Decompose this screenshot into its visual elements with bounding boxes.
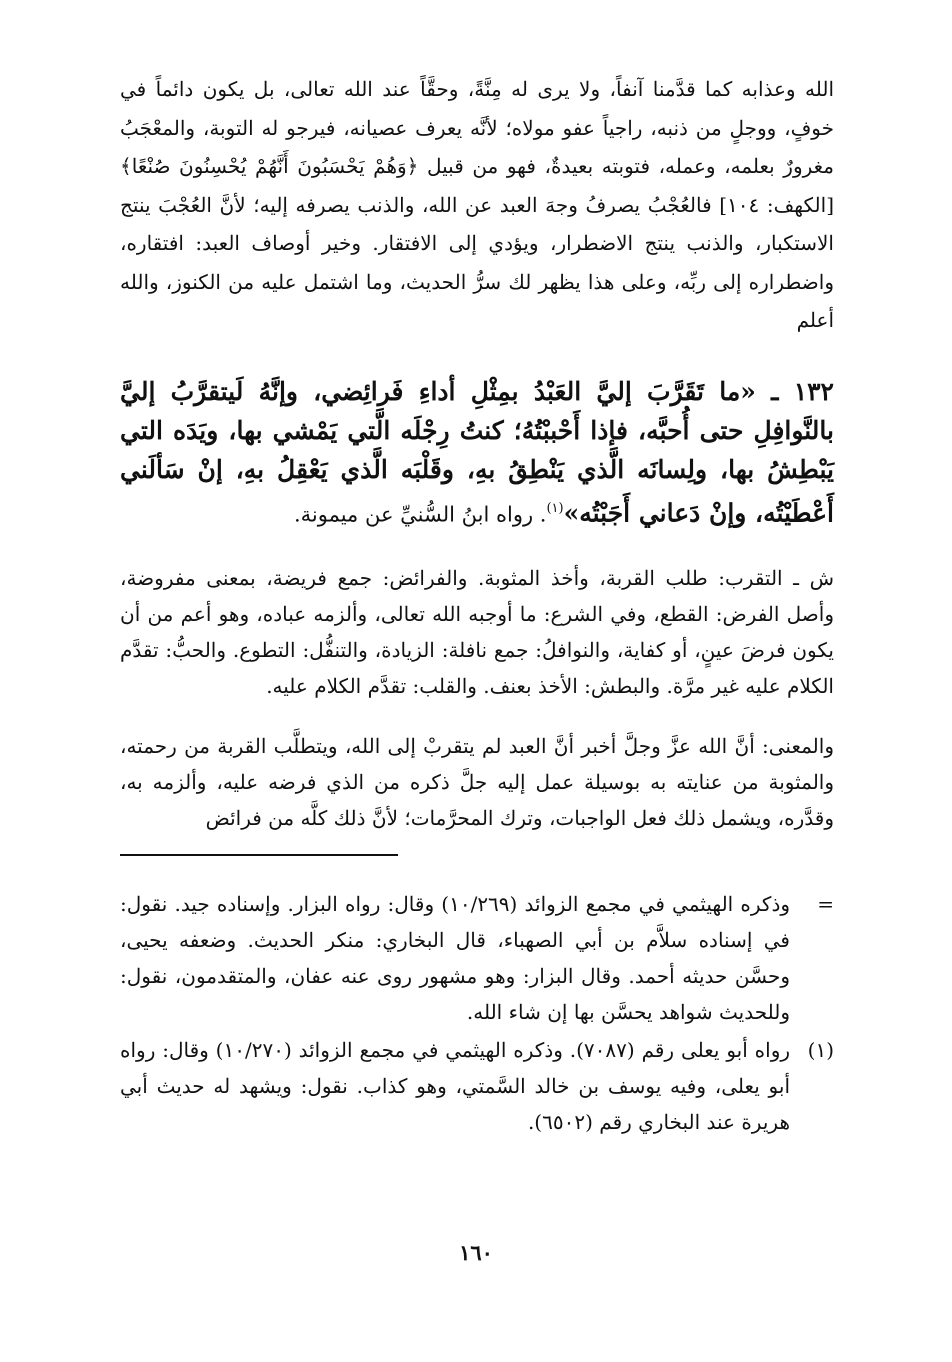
footnote-mark: = bbox=[817, 891, 834, 916]
page-number: ١٦٠ bbox=[459, 1240, 493, 1265]
hadith-source: . رواه ابنُ السُّنيِّ عن ميمونة. bbox=[293, 501, 547, 526]
commentary-paragraph: ش ـ التقرب: طلب القربة، وأخذ المثوبة. والفرائض: جمع فريضة، بمعنى مفروضة، وأصل الفرض: القطع، وفي الشرع: ما أوجبه الله تعالى، وألزمه عباده، وهو أعم من أن يكون فرضَ عينٍ، أو كفاية، والنوافلُ: جمع نافلة: الزيادة، والتنفُّل: التطوع. والحبُّ: تقدَّم الكلام عليه غير مرَّة. والبطش: الأخذ بعنف. والقلب: تقدَّم الكلام عليه. bbox=[120, 565, 834, 698]
footnote-1 bbox=[120, 1032, 834, 1140]
footnote-separator bbox=[120, 854, 398, 856]
hadith-text: ١٣٢ ـ «ما تَقَرَّبَ إليَّ العَبْدُ بمِثْلِ أداءِ فَرائِضي، وإنَّهُ لَيتقرَّبُ إليَّ بالنَّوافِلِ حتى أُحبَّه، فإذا أَحْببْتُهُ؛ كنتُ رِجْلَه الَّتي يَمْشي بها، ويَدَه التي يَبْطِشُ بها، ولِسانَه الَّذي يَنْطِقُ بهِ، وقَلْبَه الَّذي يَعْقِلُ بهِ، إنْ سَألَني أَعْطَيْتُه، وإنْ دَعاني أَجَبْتُه» bbox=[120, 376, 834, 527]
footnote-continuation bbox=[120, 886, 834, 1030]
footnotes bbox=[120, 886, 834, 1140]
opening-paragraph: الله وعذابه كما قدَّمنا آنفاً، ولا يرى له مِنَّةً، وحقَّاً عند الله تعالى، بل يكون دائماً في خوفٍ، ووجلٍ من ذنبه، راجياً عفو مولاه؛ لأنَّه يعرف عصيانه، فيرجو له التوبة، والمعْجَبُ مغرورٌ بعلمه، وعمله، فتوبته بعيدةٌ، فهو من قبيل ﴿وَهُمْ يَحْسَبُونَ أَنَّهُمْ يُحْسِنُونَ صُنْعًا﴾ [الكهف: ١٠٤] فالعُجْبُ يصرفُ وجهَ العبد عن الله، والذنب يصرفه إليه؛ لأنَّ العُجْبَ ينتج الاستكبار، والذنب ينتج الاضطرار، ويؤدي إلى الافتقار. وخير أوصاف العبد: افتقاره، واضطراره إلى ربِّه، وعلى هذا يظهر لك سرُّ الحديث، وما اشتمل عليه من الكنوز، والله أعلم bbox=[120, 77, 835, 332]
footnote-text: وذكره الهيثمي في مجمع الزوائد (١٠/٢٦٩) وقال: رواه البزار. وإسناده جيد. نقول: في إسناده سلاَّم بن أبي الصهباء، قال البخاري: منكر الحديث. وضعفه يحيى، وحسَّن حديثه أحمد. وقال البزار: وهو مشهور روى عنه عفان، والمتقدمون، نقول: وللحديث شواهد يحسَّن بها إن شاء الله. bbox=[120, 891, 791, 1024]
footnote-reference[interactable]: (١) bbox=[546, 500, 564, 516]
footnote-text: رواه أبو يعلى رقم (٧٠٨٧). وذكره الهيثمي في مجمع الزوائد (١٠/٢٧٠) وقال: رواه أبو يعلى، وفيه يوسف بن خالد السَّمتي، وهو كذاب. نقول: ويشهد له حديث أبي هريرة عند البخاري رقم (٦٥٠٢). bbox=[120, 1037, 791, 1134]
hadith-paragraph bbox=[120, 372, 834, 534]
footnote-mark: (١) bbox=[807, 1037, 834, 1062]
meaning-paragraph: والمعنى: أنَّ الله عزَّ وجلَّ أخبر أنَّ العبد لم يتقربْ إلى الله، ويتطلَّب القربة من رحمته، والمثوبة من عنايته به بوسيلة عمل إليه جلَّ ذكره من الذي فرضه عليه، وألزمه به، وقدَّره، ويشمل ذلك فعل الواجبات، وترك المحرَّمات؛ لأنَّ ذلك كلَّه من فرائض bbox=[120, 733, 834, 830]
